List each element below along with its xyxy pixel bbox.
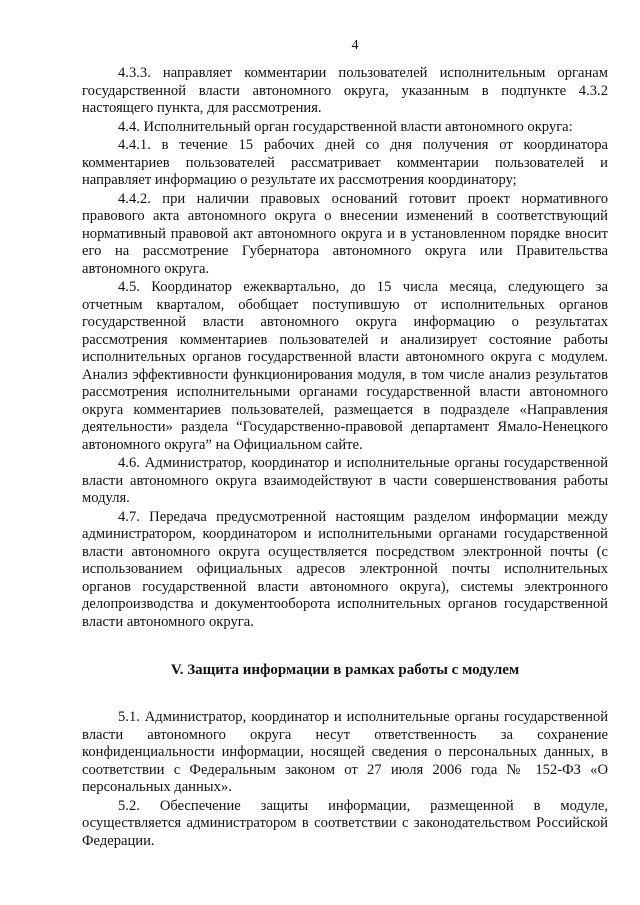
paragraph-4-6: 4.6. Администратор, координатор и исполнительные органы государственной власти автономного округа взаимодействуют в части совершенствования работы модуля. — [82, 455, 608, 506]
page-number: 4 — [351, 38, 359, 53]
paragraph-4-7: 4.7. Передача предусмотренной настоящим разделом информации между администратором, координатором и исполнительными органами государственной власти автономного округа осуществляется посредством электронной почты (с использованием официальных адресов электронной почты исполнительных органов государственной власти автономного округа), системы электронного делопроизводства и документооборота исполнительных органов государственной власти автономного округа. — [82, 508, 608, 630]
paragraph-4-3-3: 4.3.3. направляет комментарии пользователей исполнительным органам государственной власти автономного округа, указанным в подпункте 4.3.2 настоящего пункта, для рассмотрения. — [82, 65, 608, 116]
section-heading-v: V. Защита информации в рамках работы с модулем — [170, 662, 520, 678]
document-body — [82, 65, 608, 850]
paragraph-4-4: 4.4. Исполнительный орган государственной власти автономного округа: — [118, 118, 573, 135]
paragraph-4-4-1: 4.4.1. в течение 15 рабочих дней со дня получения от координатора комментариев пользователей рассматривает комментарии пользователей и направляет информацию о результате их рассмотрения координатору; — [82, 137, 608, 188]
paragraph-4-5: 4.5. Координатор ежеквартально, до 15 числа месяца, следующего за отчетным кварталом, обобщает поступившую от исполнительных органов государственной власти автономного округа информацию о результатах рассмотрения комментариев пользователей и анализирует состояние работы исполнительных органов государственной власти автономного округа с модулем. Анализ эффективности функционирования модуля, в том числе анализ результатов рассмотрения исполнительными органами государственной власти автономного округа комментариев пользователей, размещается в подразделе «Направления деятельности» раздела “Государственно-правовой департамент Ямало-Ненецкого автономного округа” на Официальном сайте. — [82, 279, 608, 453]
paragraph-5-1: 5.1. Администратор, координатор и исполнительные органы государственной власти автономного округа несут ответственность за сохранение конфиденциальности информации, носящей сведения о персональных данных, в соответствии с Федеральным законом от 27 июля 2006 года № 152-ФЗ «О персональных данных». — [82, 709, 608, 795]
paragraph-4-4-2: 4.4.2. при наличии правовых оснований готовит проект нормативного правового акта автономного округа о внесении изменений в соответствующий нормативный правовой акт автономного округа и в установленном порядке вносит его на рассмотрение Губернатора автономного округа или Правительства автономного округа. — [82, 190, 608, 277]
paragraph-5-2: 5.2. Обеспечение защиты информации, размещенной в модуле, осуществляется администратором в соответствии с законодательством Российской Федерации. — [82, 797, 608, 849]
